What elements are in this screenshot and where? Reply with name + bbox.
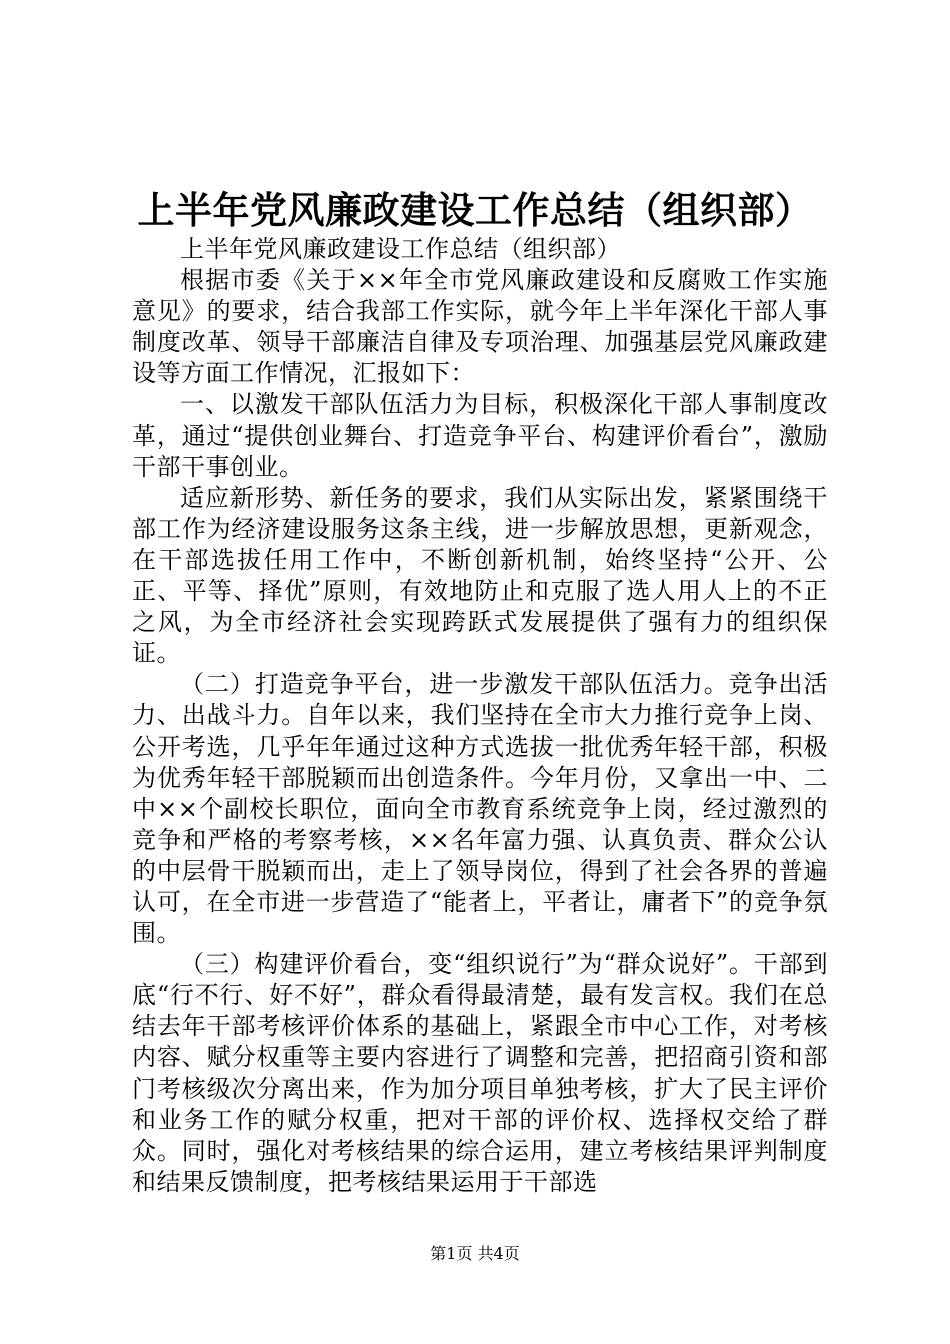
document-body <box>132 234 828 1198</box>
subtitle-paragraph: 上半年党风廉政建设工作总结（组织部） <box>180 235 621 263</box>
intro-paragraph: 根据市委《关于××年全市党风廉政建设和反腐败工作实施意见》的要求，结合我部工作实际，就今年上半年深化干部人事制度改革、领导干部廉洁自律及专项治理、加强基层党风廉政建设等方面工作情况，汇报如下： <box>132 266 828 388</box>
section-one-heading: 一、以激发干部队伍活力为目标，积极深化干部人事制度改革，通过“提供创业舞台、打造竞争平台、构建评价看台”，激励干部干事创业。 <box>132 390 828 481</box>
body-paragraph: 适应新形势、新任务的要求，我们从实际出发，紧紧围绕干部工作为经济建设服务这条主线，进一步解放思想，更新观念，在干部选拔任用工作中，不断创新机制，始终坚持“公开、公正、平等、择优”原则，有效地防止和克服了选人用人上的不正之风，为全市经济社会实现跨跃式发展提供了强有力的组织保证。 <box>132 483 828 668</box>
page-footer <box>0 1243 950 1265</box>
document-title: 上半年党风廉政建设工作总结（组织部） <box>137 188 813 232</box>
page-indicator: 第1页 共4页 <box>430 1244 520 1263</box>
section-three-paragraph: （三）构建评价看台，变“组织说行”为“群众说好”。干部到底“行不行、好不好”，群众看得最清楚，最有发言权。我们在总结去年干部考核评价体系的基础上，紧跟全市中心工作，对考核内容、赋分权重等主要内容进行了调整和完善，把招商引资和部门考核级次分离出来，作为加分项目单独考核，扩大了民主评价和业务工作的赋分权重，把对干部的评价权、选择权交给了群众。同时，强化对考核结果的综合运用，建立考核结果评判制度和结果反馈制度，把考核结果运用于干部选 <box>132 950 828 1196</box>
section-two-paragraph: （二）打造竞争平台，进一步激发干部队伍活力。竞争出活力、出战斗力。自年以来，我们坚持在全市大力推行竞争上岗、公开考选，几乎年年通过这种方式选拔一批优秀年轻干部，积极为优秀年轻干部脱颖而出创造条件。今年月份，又拿出一中、二中××个副校长职位，面向全市教育系统竞争上岗，经过激烈的竞争和严格的考察考核，××名年富力强、认真负责、群众公认的中层骨干脱颖而出，走上了领导岗位，得到了社会各界的普遍认可，在全市进一步营造了“能者上，平者让，庸者下”的竞争氛围。 <box>132 670 828 948</box>
